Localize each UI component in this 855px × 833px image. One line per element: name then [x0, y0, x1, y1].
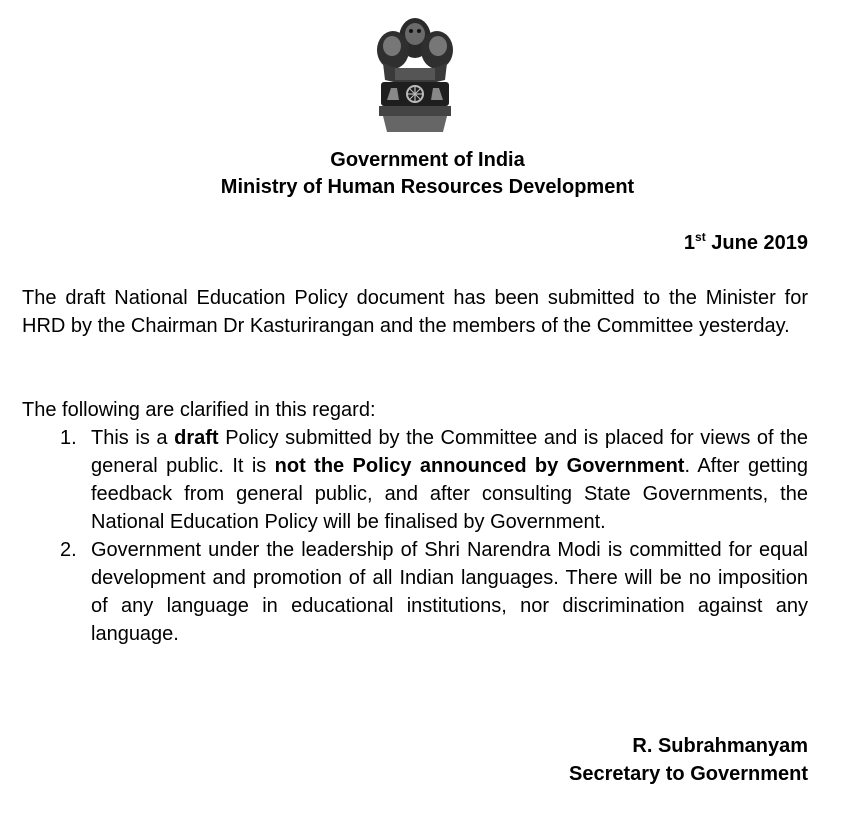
- government-heading: Government of India: [330, 149, 525, 171]
- draft-emphasis: draft: [174, 427, 219, 449]
- item1-text: This is a draft Policy submitted by the Committee and is placed for views of the general public. It is not the Policy announced by Government. After getting feedback from general public, and after consulting State Governments, the National Education Policy will be finalised by Government.: [91, 427, 814, 533]
- list-item: [22, 536, 808, 648]
- date-suffix: st: [695, 230, 706, 244]
- list-item-number: 1.: [60, 427, 77, 449]
- list-item: [22, 424, 814, 536]
- clarification-list: [22, 424, 814, 648]
- date-month-year: June 2019: [705, 232, 808, 254]
- signatory-title: Secretary to Government: [569, 763, 808, 785]
- not-policy-emphasis: not the Policy announced by Government: [274, 455, 685, 477]
- national-emblem-icon: [365, 8, 465, 148]
- document-date: [684, 230, 808, 256]
- intro-paragraph: The draft National Education Policy document has been submitted to the Minister for HRD by the Chairman Dr Kasturirangan and the members of the Committee yesterday.: [22, 287, 808, 337]
- clarification-lead: The following are clarified in this regard:: [22, 399, 376, 421]
- signatory-name: R. Subrahmanyam: [632, 735, 808, 757]
- list-item-number: 2.: [60, 539, 77, 561]
- item2-text: Government under the leadership of Shri Narendra Modi is committed for equal development and promotion of all Indian languages. There will be no imposition of any language in educational institutions, nor discrimination against any language.: [91, 539, 808, 645]
- ministry-heading: Ministry of Human Resources Development: [220, 176, 635, 198]
- date-day: 1: [683, 232, 696, 254]
